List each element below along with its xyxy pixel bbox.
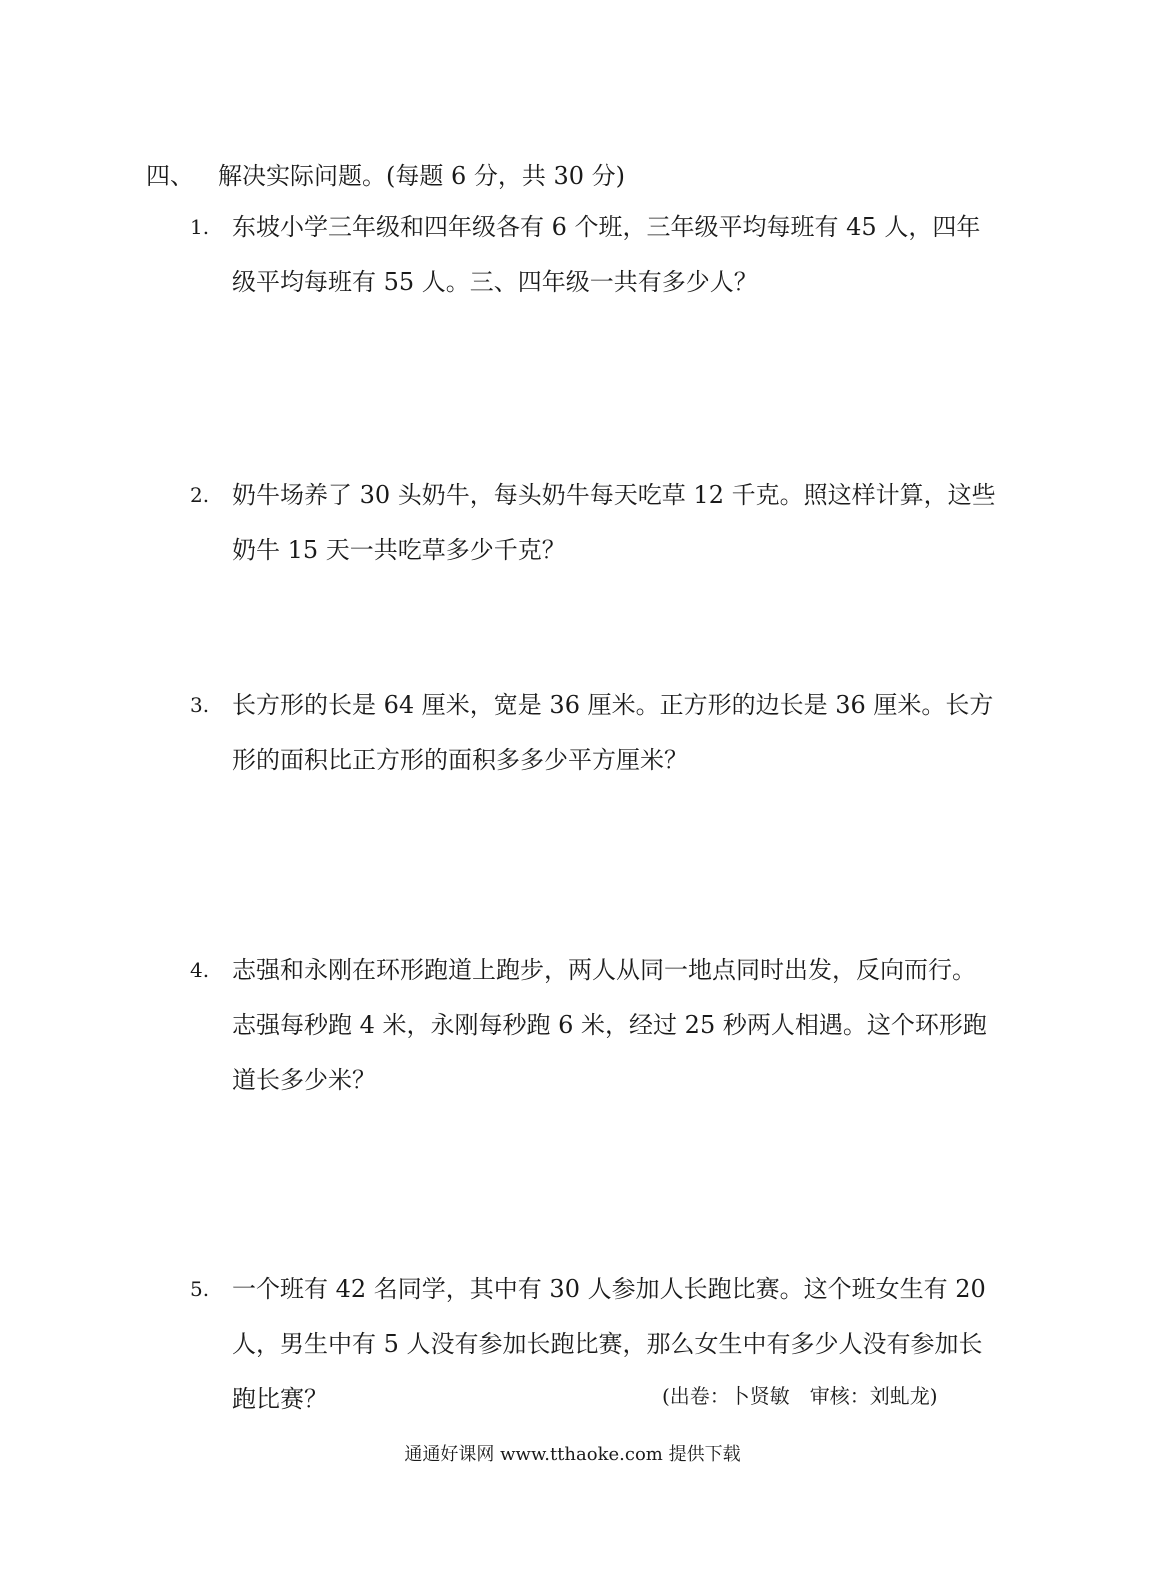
problem-text-line: 奶牛场养了 30 头奶牛，每头奶牛每天吃草 12 千克。照这样计算，这些	[232, 481, 996, 509]
problem-text-line: 道长多少米？	[232, 1066, 376, 1094]
problem-text-line: 志强每秒跑 4 米，永刚每秒跑 6 米，经过 25 秒两人相遇。这个环形跑	[232, 1011, 987, 1039]
problem-number: 3.	[190, 693, 210, 717]
section-title: 解决实际问题。(每题 6 分，共 30 分)	[218, 162, 626, 190]
problem-text-line: 志强和永刚在环形跑道上跑步，两人从同一地点同时出发，反向而行。	[232, 956, 976, 984]
problem-text-line: 跑比赛？	[232, 1385, 328, 1413]
credits: (出卷：卜贤敏 审核：刘虬龙)	[662, 1384, 938, 1408]
problem-number: 2.	[190, 483, 210, 507]
section-number: 四、	[146, 162, 194, 190]
footer-source: 通通好课网 www.tthaoke.com 提供下载	[404, 1444, 741, 1465]
problem-number: 4.	[190, 958, 210, 982]
problem-text-line: 一个班有 42 名同学，其中有 30 人参加人长跑比赛。这个班女生有 20	[232, 1275, 986, 1303]
problem-text-line: 长方形的长是 64 厘米，宽是 36 厘米。正方形的边长是 36 厘米。长方	[232, 691, 994, 719]
problem-text-line: 级平均每班有 55 人。三、四年级一共有多少人？	[232, 268, 758, 296]
problem-number: 1.	[190, 215, 210, 239]
problem-text-line: 形的面积比正方形的面积多多少平方厘米？	[232, 746, 688, 774]
problem-text-line: 人，男生中有 5 人没有参加长跑比赛，那么女生中有多少人没有参加长	[232, 1330, 983, 1358]
problem-text-line: 奶牛 15 天一共吃草多少千克？	[232, 536, 566, 564]
section-heading	[146, 160, 625, 192]
problem-number: 5.	[190, 1277, 210, 1301]
problem-text-line: 东坡小学三年级和四年级各有 6 个班，三年级平均每班有 45 人，四年	[232, 213, 981, 241]
